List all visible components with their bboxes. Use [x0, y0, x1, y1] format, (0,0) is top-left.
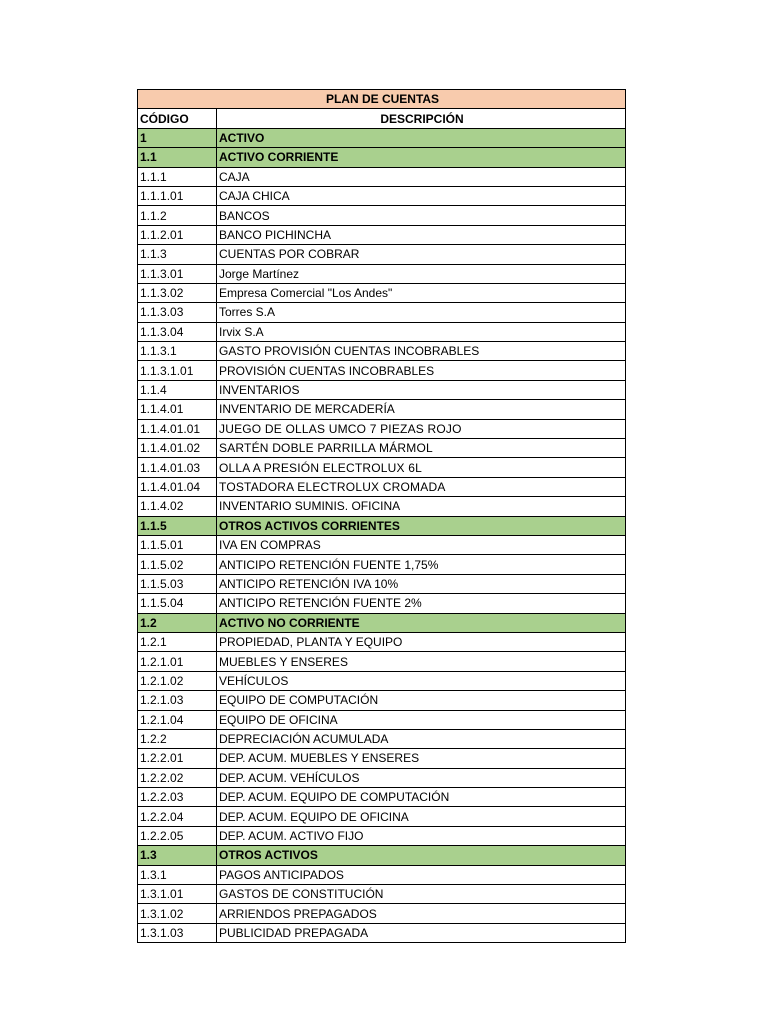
account-description: PUBLICIDAD PREPAGADA — [217, 923, 626, 942]
table-row — [138, 749, 626, 768]
table-row — [138, 807, 626, 826]
table-row — [138, 671, 626, 690]
table-row — [138, 652, 626, 671]
account-description: TOSTADORA ELECTROLUX CROMADA — [217, 477, 626, 496]
account-description: EQUIPO DE COMPUTACIÓN — [217, 691, 626, 710]
table-row — [138, 865, 626, 884]
table-row — [138, 826, 626, 845]
account-description: PROPIEDAD, PLANTA Y EQUIPO — [217, 632, 626, 651]
table-row — [138, 439, 626, 458]
group-row — [138, 128, 626, 147]
account-code: 1.1.2.01 — [138, 225, 217, 244]
account-code: 1.3.1 — [138, 865, 217, 884]
table-row — [138, 923, 626, 942]
account-code: 1.2.2.01 — [138, 749, 217, 768]
account-description: VEHÍCULOS — [217, 671, 626, 690]
table-row — [138, 535, 626, 554]
account-code: 1.2.2.04 — [138, 807, 217, 826]
table-row — [138, 904, 626, 923]
account-description: ANTICIPO RETENCIÓN IVA 10% — [217, 574, 626, 593]
header-row — [138, 109, 626, 128]
account-code: 1 — [138, 128, 217, 147]
account-code: 1.3 — [138, 846, 217, 865]
account-description: INVENTARIOS — [217, 380, 626, 399]
account-description: Irvix S.A — [217, 322, 626, 341]
account-code: 1.2.1.01 — [138, 652, 217, 671]
account-description: ACTIVO — [217, 128, 626, 147]
account-code: 1.2.2.03 — [138, 788, 217, 807]
account-code: 1.1.3.1.01 — [138, 361, 217, 380]
account-code: 1.2 — [138, 613, 217, 632]
table-row — [138, 885, 626, 904]
table-row — [138, 632, 626, 651]
account-code: 1.1.4.01.01 — [138, 419, 217, 438]
account-code: 1.1.2 — [138, 206, 217, 225]
account-description: OTROS ACTIVOS — [217, 846, 626, 865]
account-code: 1.2.2 — [138, 729, 217, 748]
account-code: 1.1.4.01 — [138, 400, 217, 419]
table-row — [138, 497, 626, 516]
account-code: 1.2.1.03 — [138, 691, 217, 710]
account-code: 1.3.1.03 — [138, 923, 217, 942]
account-code: 1.1.5.04 — [138, 594, 217, 613]
account-description: IVA EN COMPRAS — [217, 535, 626, 554]
account-description: PROVISIÓN CUENTAS INCOBRABLES — [217, 361, 626, 380]
account-code: 1.2.2.05 — [138, 826, 217, 845]
account-description: EQUIPO DE OFICINA — [217, 710, 626, 729]
table-row — [138, 788, 626, 807]
account-description: Torres S.A — [217, 303, 626, 322]
account-code: 1.1.3 — [138, 245, 217, 264]
table-row — [138, 342, 626, 361]
account-code: 1.1.1 — [138, 167, 217, 186]
group-row — [138, 148, 626, 167]
account-code: 1.1.5.02 — [138, 555, 217, 574]
account-code: 1.1 — [138, 148, 217, 167]
table-row — [138, 322, 626, 341]
account-code: 1.1.5 — [138, 516, 217, 535]
account-code: 1.1.3.01 — [138, 264, 217, 283]
account-description: INVENTARIO SUMINIS. OFICINA — [217, 497, 626, 516]
table-row — [138, 303, 626, 322]
table-row — [138, 206, 626, 225]
group-row — [138, 613, 626, 632]
account-code: 1.2.2.02 — [138, 768, 217, 787]
account-code: 1.1.4.01.03 — [138, 458, 217, 477]
plan-de-cuentas-table — [137, 89, 626, 943]
account-description: ANTICIPO RETENCIÓN FUENTE 2% — [217, 594, 626, 613]
account-description: Jorge Martínez — [217, 264, 626, 283]
account-description: BANCO PICHINCHA — [217, 225, 626, 244]
account-description: GASTO PROVISIÓN CUENTAS INCOBRABLES — [217, 342, 626, 361]
header-code: CÓDIGO — [138, 109, 217, 128]
account-description: SARTÉN DOBLE PARRILLA MÁRMOL — [217, 439, 626, 458]
account-description: OLLA A PRESIÓN ELECTROLUX 6L — [217, 458, 626, 477]
table-row — [138, 167, 626, 186]
account-code: 1.1.4 — [138, 380, 217, 399]
account-description: ANTICIPO RETENCIÓN FUENTE 1,75% — [217, 555, 626, 574]
account-description: GASTOS DE CONSTITUCIÓN — [217, 885, 626, 904]
table-row — [138, 729, 626, 748]
account-description: CAJA — [217, 167, 626, 186]
table-row — [138, 283, 626, 302]
account-description: Empresa Comercial "Los Andes" — [217, 283, 626, 302]
account-description: DEP. ACUM. EQUIPO DE OFICINA — [217, 807, 626, 826]
account-code: 1.2.1 — [138, 632, 217, 651]
table-title: PLAN DE CUENTAS — [138, 90, 626, 109]
table-row — [138, 225, 626, 244]
account-code: 1.3.1.02 — [138, 904, 217, 923]
table-row — [138, 477, 626, 496]
table-row — [138, 419, 626, 438]
table-row — [138, 710, 626, 729]
header-description: DESCRIPCIÓN — [217, 109, 626, 128]
account-code: 1.3.1.01 — [138, 885, 217, 904]
account-description: JUEGO DE OLLAS UMCO 7 PIEZAS ROJO — [217, 419, 626, 438]
account-code: 1.1.3.02 — [138, 283, 217, 302]
account-description: ACTIVO NO CORRIENTE — [217, 613, 626, 632]
account-description: OTROS ACTIVOS CORRIENTES — [217, 516, 626, 535]
account-code: 1.1.4.02 — [138, 497, 217, 516]
account-description: BANCOS — [217, 206, 626, 225]
table-row — [138, 594, 626, 613]
account-description: PAGOS ANTICIPADOS — [217, 865, 626, 884]
table-row — [138, 245, 626, 264]
title-row — [138, 90, 626, 109]
account-code: 1.1.3.03 — [138, 303, 217, 322]
account-code: 1.2.1.02 — [138, 671, 217, 690]
account-description: DEP. ACUM. MUEBLES Y ENSERES — [217, 749, 626, 768]
account-description: DEP. ACUM. ACTIVO FIJO — [217, 826, 626, 845]
table-row — [138, 361, 626, 380]
group-row — [138, 516, 626, 535]
account-description: CUENTAS POR COBRAR — [217, 245, 626, 264]
account-code: 1.1.3.1 — [138, 342, 217, 361]
group-row — [138, 846, 626, 865]
account-description: DEP. ACUM. EQUIPO DE COMPUTACIÓN — [217, 788, 626, 807]
account-code: 1.1.5.01 — [138, 535, 217, 554]
table-row — [138, 380, 626, 399]
account-code: 1.2.1.04 — [138, 710, 217, 729]
account-description: MUEBLES Y ENSERES — [217, 652, 626, 671]
table-row — [138, 186, 626, 205]
account-description: ARRIENDOS PREPAGADOS — [217, 904, 626, 923]
table-row — [138, 400, 626, 419]
table-row — [138, 458, 626, 477]
table-row — [138, 768, 626, 787]
account-code: 1.1.4.01.02 — [138, 439, 217, 458]
table-row — [138, 574, 626, 593]
table-row — [138, 555, 626, 574]
table-body — [138, 90, 626, 943]
account-description: DEP. ACUM. VEHÍCULOS — [217, 768, 626, 787]
account-description: ACTIVO CORRIENTE — [217, 148, 626, 167]
account-code: 1.1.1.01 — [138, 186, 217, 205]
table-row — [138, 691, 626, 710]
account-code: 1.1.4.01.04 — [138, 477, 217, 496]
account-code: 1.1.3.04 — [138, 322, 217, 341]
account-description: DEPRECIACIÓN ACUMULADA — [217, 729, 626, 748]
account-description: CAJA CHICA — [217, 186, 626, 205]
table-row — [138, 264, 626, 283]
account-description: INVENTARIO DE MERCADERÍA — [217, 400, 626, 419]
account-code: 1.1.5.03 — [138, 574, 217, 593]
